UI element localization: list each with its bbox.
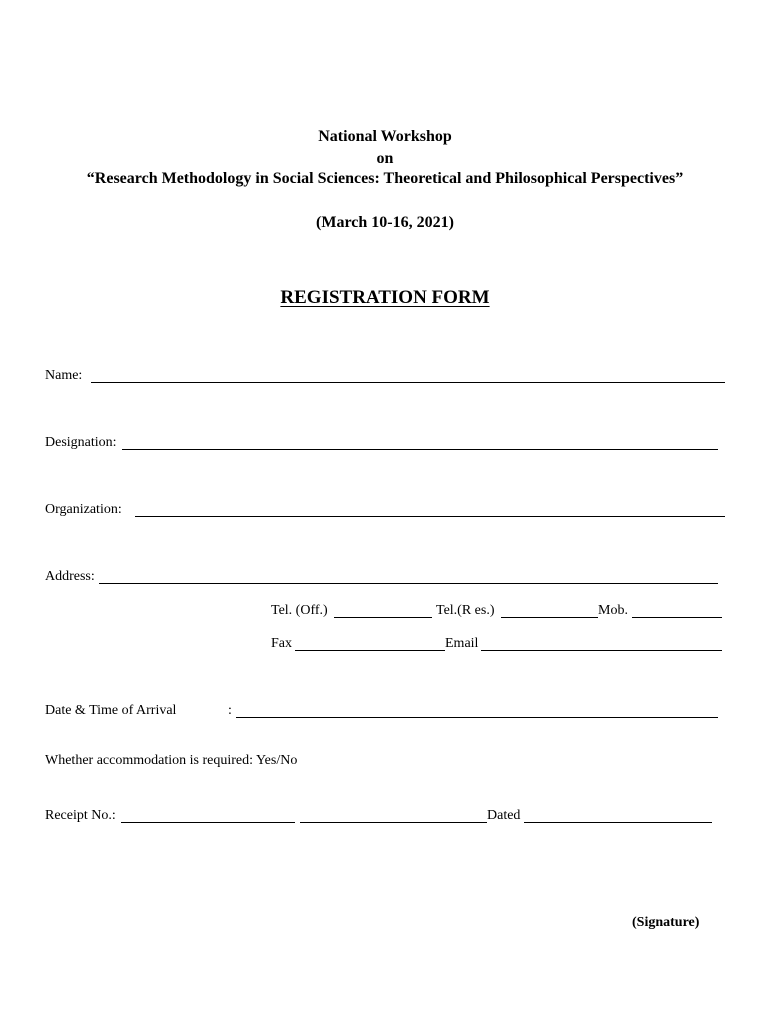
fax-label: Fax bbox=[271, 636, 292, 651]
organization-label: Organization: bbox=[45, 502, 122, 517]
email-label: Email bbox=[445, 636, 479, 651]
tel-off-label: Tel. (Off.) bbox=[271, 603, 328, 618]
designation-label: Designation: bbox=[45, 435, 117, 450]
tel-res-label: Tel.(R es.) bbox=[436, 603, 495, 618]
mob-field[interactable] bbox=[632, 617, 722, 618]
fax-field[interactable] bbox=[295, 650, 445, 651]
arrival-colon: : bbox=[228, 703, 232, 718]
email-field[interactable] bbox=[481, 650, 722, 651]
receipt-field-2[interactable] bbox=[300, 822, 487, 823]
signature-label: (Signature) bbox=[632, 915, 700, 930]
accommodation-question: Whether accommodation is required: Yes/No bbox=[45, 753, 298, 768]
mob-label: Mob. bbox=[598, 603, 628, 618]
workshop-theme: “Research Methodology in Social Sciences: Theoretical and Philosophical Perspectives” bbox=[86, 170, 684, 187]
tel-res-field[interactable] bbox=[501, 617, 598, 618]
address-label: Address: bbox=[45, 569, 95, 584]
address-field[interactable] bbox=[99, 583, 718, 584]
name-field[interactable] bbox=[91, 382, 725, 383]
arrival-label: Date & Time of Arrival bbox=[45, 703, 177, 718]
arrival-field[interactable] bbox=[236, 717, 718, 718]
workshop-on: on bbox=[376, 150, 394, 167]
name-label: Name: bbox=[45, 368, 83, 383]
workshop-title: National Workshop bbox=[318, 128, 452, 145]
tel-off-field[interactable] bbox=[334, 617, 432, 618]
form-title: REGISTRATION FORM bbox=[280, 287, 490, 308]
dated-label: Dated bbox=[487, 808, 521, 823]
receipt-field[interactable] bbox=[121, 822, 295, 823]
dated-field[interactable] bbox=[524, 822, 712, 823]
receipt-label: Receipt No.: bbox=[45, 808, 116, 823]
organization-field[interactable] bbox=[135, 516, 725, 517]
designation-field[interactable] bbox=[122, 449, 718, 450]
workshop-dates: (March 10-16, 2021) bbox=[316, 214, 454, 231]
